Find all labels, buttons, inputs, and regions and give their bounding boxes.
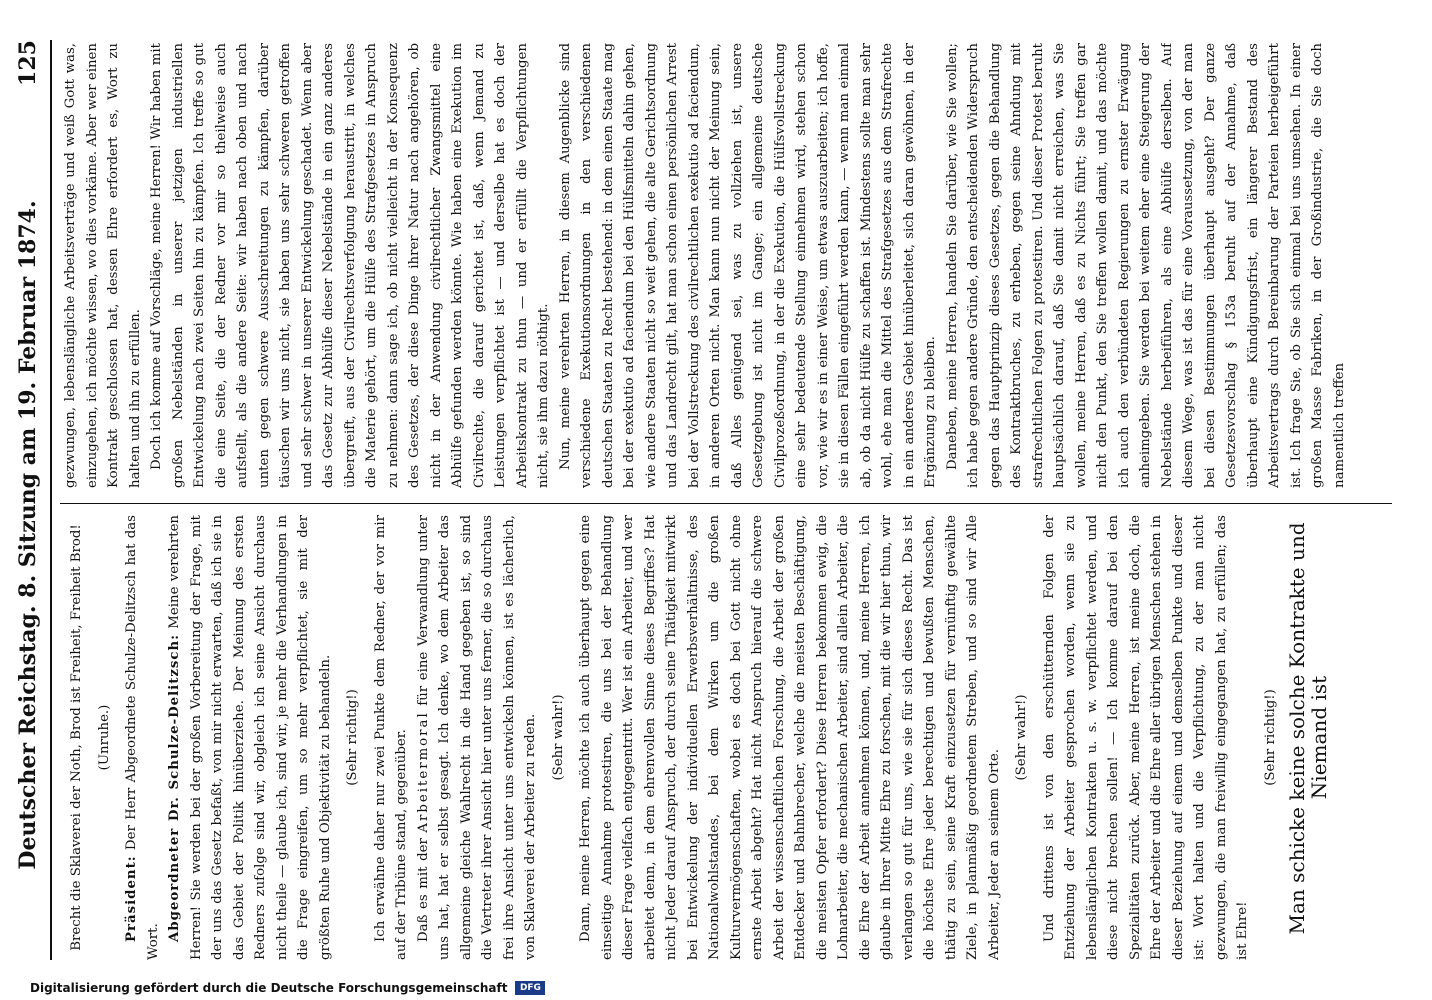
paragraph: Nun, meine verehrten Herren, in diesem Augenblicke sind verschiedene Exekutionsordnungen in den verschiedenen deutschen Staaten zu Recht bestehend: in dem einen Staate mag bei der exekutio ad faciendum bei den Hülfsmitteln dahin gehen, wie andere Staaten nicht so weit gehen, die alte Gerichtsordnung und das Landrecht gilt, hat man schon einen persönlichen Arrest bei der Vollstreckung des civilrechtlichen exekutio ad faciendum, in anderen Orten nicht. Man kann nun nicht der Meinung sein, daß Alles genügend sei, was zu vollziehen ist, unsere Gesetzgebung ist nicht im Gange; ein allgemeine deutsche Civilprozeßordnung, in der die Exekution, die Hülfsvollstreckung eine sehr bedeutende Stellung einnehmen wird, stehen schon vor, wie wir es in einer Weise, um etwas auszuarbeiten; ich hoffe, sie in diesen Fällen eingeführt werden kann, — wenn man einmal ab, ob da nicht Hülfe zu schaffen ist. Mindestens sollte man sehr wohl, ehe man die Mittel des Strafgesetzes aus dem Strafrechte in ein anderes Gebiet hinüberleitet, sich daran gewöhnen, in der Ergänzung zu bleiben.: [557, 43, 938, 488]
interjection: (Sehr wahr!): [550, 694, 566, 781]
header-title: Deutscher Reichstag. 8. Sitzung am 19. Februar 1874.: [15, 200, 41, 870]
paragraph: Daneben, meine Herren, handeln Sie darüber, wie Sie wollen; ich habe gegen andere Gründe, den entscheidenden Widerspruch gegen das Hauptprinzip dieses Gesetzes, gegen die Behandlung des Kontraktbruches, zu erheben, gegen seine Ahndung mit strafrechtlichen Folgen zu protestiren. Und dieser Protest beruht hauptsächlich darauf, daß Sie damit nicht erreichen, was Sie wollen, meine Herren, daß es zu Nichts führt; Sie treffen gar nicht den Punkt, den Sie treffen wollen damit, und das möchte ich auch den verbündeten Regierungen zu ernster Erwägung anheimgeben. Sie werden bei weitem eher eine Steigerung der Nebelstände herbeiführen, als eine Abhülfe derselben. Auf diesem Wege, was ist das für eine Voraussetzung, von der man bei diesen Bestimmungen überhaupt ausgeht? Der ganze Gesetzesvorschlag § 153a beruht auf der Annahme, daß überhaupt eine Kündigungsfrist, ein längerer Bestand des Arbeitsvertrags durch Bereinbarung der Parteien herbeigeführt ist. Ich frage Sie, ob Sie sich einmal bei uns umsehen. In einer großen Masse Fabriken, in der Großindustrie, die Sie doch namentlich treffen: [944, 43, 1347, 488]
digitization-footer: [0, 978, 1432, 998]
speaker-name: Präsident:: [124, 855, 139, 942]
paragraph: Man schicke keine solche Kontrakte und Niemand ist: [1285, 522, 1331, 935]
paragraph-text: Meine verehrten Herren! Sie werden bei der großen Vorbereitung der Frage, mit der uns das Gesetz befaßt, von mir nicht erwarten, daß ich sie in das Gebiet der Politik hinüberziehe. Der Meinung des ersten Redners zufolge sind wir, obgleich ich seine Ansicht durchaus nicht theile — glaube ich, sind wir, je mehr die Verhandlungen in die Frage eingreifen, um so mehr verpflichtet, sie mit der größten Ruhe und Objektivität zu behandeln.: [167, 515, 333, 960]
paragraph: [121, 515, 164, 960]
footer-text: Digitalisierung gefördert durch die Deutsche Forschungsgemeinschaft: [30, 981, 508, 995]
paragraph: Und drittens ist von den erschütternden Folgen der Entziehung der Arbeiter gesprochen worden, wenn sie zu lebenslänglichen Kontrakten u. s. w. verpflichtet werden, und diese nicht brechen sollen! — Ich komme darauf bei den Spezialitäten zurück. Aber, meine Herren, ist meine doch, die Ehre der Arbeiter und die Ehre aller übrigen Menschen stehen in dieser Beziehung auf einem und demselben Punkte und dieser ist: Wort halten und die Verpflichtung, zu der man nicht gezwungen, die man freiwillig eingegangen hat, zu erfüllen; das ist Ehre!: [1041, 515, 1250, 960]
paragraph: [413, 515, 542, 960]
paragraph-text: für eine Verwandlung unter uns hat, hat er selbst gesagt. Ich denke, wo dem Arbeiter das allgemeine gleiche Wahlrecht in die Hand gegeben ist, so sind die Vertreter ihrer Ansicht hier unter uns ferner, die so durchaus frei ihre Ansicht unter uns entwickeln können, ist es lächerlich, von Sklaverei der Arbeiter zu reden.: [415, 515, 538, 960]
interjection: (Sehr richtig!): [345, 689, 360, 786]
paragraph: Dann, meine Herren, möchte ich auch überhaupt gegen eine einseitige Annahme protestiren, die uns bei der Behandlung dieser Frage vielfach entgegentritt. Wer ist ein Arbeiter, und wer arbeitet denn, in dem ehrenvollen Sinne dieses Begriffes? Hat nicht Jeder darauf Anspruch, der durch seine Thätigkeit mitwirkt bei Entwickelung der individuellen Erwerbsverhältnisse, des Nationalwohlstandes, bei dem Wirken um die großen Kulturvermögenschaften, wobei es doch bei Gott nicht ohne ernste Arbeit abgeht? Hat nicht Anspruch hierauf die schwere Arbeit der wissenschaftlichen Forschung, die Arbeit der großen Entdecker und Bahnbrecher, welche die meisten Beschäftigung, die meisten Opfer erfordert? Diese Herren bekommen ewig, die Lohnarbeiter, die mechanischen Arbeiter, sind allein Arbeiter, die die Ehre der Arbeit annehmen können, und, meine Herren, ich glaube in Ihrer Mitte Ehre zu forschen, mit die wir hier thun, wir verlangen so gut für uns, wie sie für sich dieses Recht. Das ist die höchste Ehre jeder berechtigen und bewußten Menschen, thätig zu sein, seine Kraft einzusetzen für vernünftig gewählte Ziele, in planmäßig geordnetem Streben, und so sind wir Alle Arbeiter, Jeder an seinem Orte.: [578, 515, 1002, 960]
emphasized-word: Arbeitermoral: [415, 711, 431, 833]
right-column: [60, 43, 1402, 488]
page-number: 125: [15, 40, 41, 86]
speaker-name: Abgeordneter Dr. Schulze-Delitzsch:: [167, 633, 182, 942]
interjection: (Sehr richtig!): [1262, 689, 1278, 786]
paragraph: [164, 515, 336, 960]
paragraph-text: Der Herr Abgeordnete Schulze-Delitzsch hat das Wort.: [124, 515, 161, 960]
interjection: (Unruhe.): [96, 704, 112, 771]
left-column: [60, 515, 1402, 960]
page-header: [6, 40, 52, 960]
paragraph-text: Daß es mit der: [415, 838, 431, 942]
interjection: (Sehr wahr!): [1014, 694, 1029, 781]
paragraph: Ich erwähne daher nur zwei Punkte dem Redner, der vor mir auf der Tribüne stand, gegenüber.: [372, 515, 409, 960]
verse-line: Brecht die Sklaverei der Noth, Brod ist Freiheit, Freiheit Brod!: [69, 524, 84, 951]
dfg-logo: DFG: [515, 981, 545, 995]
paragraph: gezwungen, lebenslängliche Arbeitsverträge und weiß Gott was, einzugehen, ich möchte wissen, wo dies vorkäme. Aber wer einen Kontrakt geschlossen hat, dessen Ehre erfordert es, Wort zu halten und ihn zu erfüllen.: [63, 43, 143, 488]
column-divider: [60, 503, 1392, 504]
paragraph: Doch ich komme auf Vorschläge, meine Herren! Wir haben mit großen Nebelständen in unserer jetzigen industriellen Entwickelung nach zwei Seiten hin zu kämpfen. Ich treffe so gut die eine Seite, die der Redner vor mir so theilweise auch aufstellt, als die andere Seite: wir haben nach oben und nach unten gegen schwere Ausschreitungen zu kämpfen, darüber täuschen wir uns nicht, sie haben uns sehr schweren getroffen und sehr schwer in unserer Entwickelung geschadet. Wenn aber das Gesetz zur Abhülfe dieser Nebelstände in ein ganz anderes übergreift, aus der Civilrechtsverfolgung heraustritt, in welches die Materie gehört, um die Hülfe des Strafgesetzes in Anspruch zu nehmen: dann sage ich, ob nicht vielleicht in der Konsequenz des Gesetzes, der diese Dinge ihrer Natur nach angehören, ob nicht in der Anwendung civilrechtlicher Zwangsmittel eine Abhülfe gefunden werden könnte. Wie haben eine Exekution im Civilrechte, die darauf gerichtet ist, daß, wenn Jemand zu Leistungen verpflichtet ist — und derselbe hat es doch der Arbeitskontrakt zu thun — und er erfüllt die Verpflichtungen nicht, sie ihm dazu nöthigt.: [149, 43, 551, 488]
